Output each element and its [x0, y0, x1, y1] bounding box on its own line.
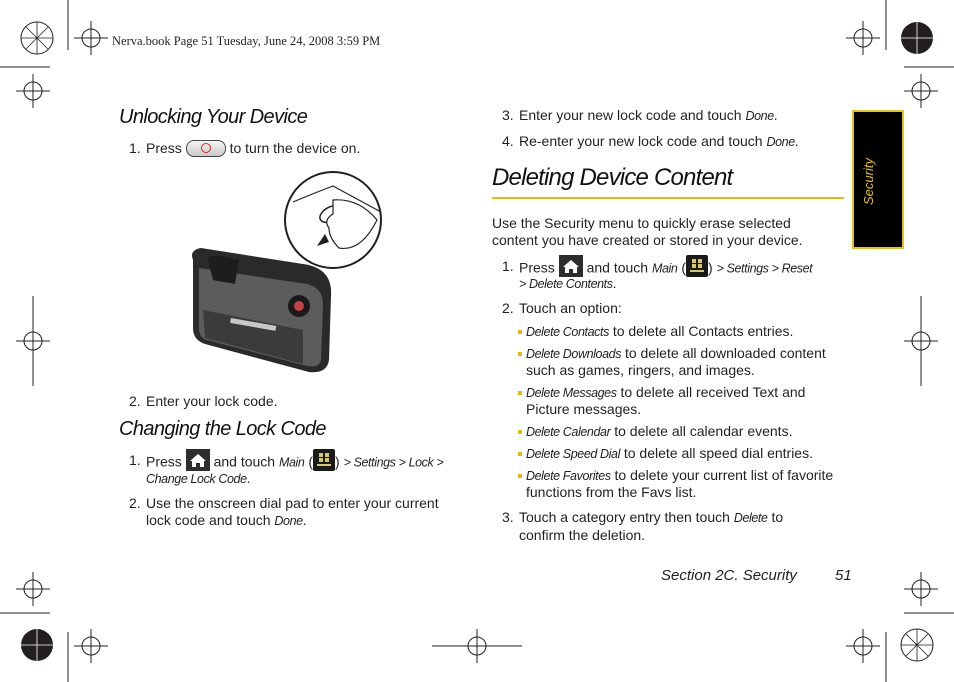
step-text: and touch [586, 259, 649, 276]
bullet [518, 330, 522, 334]
option-desc: to delete all calendar events. [614, 423, 793, 439]
period: . [246, 470, 251, 486]
option-desc: to delete all Contacts entries. [612, 323, 794, 339]
option-delete-calendar [518, 423, 848, 443]
delete-step-2 [502, 300, 842, 320]
option-desc: such as games, ringers, and images. [526, 362, 755, 378]
home-icon [559, 255, 583, 277]
menu-path: > Settings > Lock > [343, 455, 444, 470]
section-tab [852, 110, 904, 249]
footer-section: Section 2C. Security [661, 567, 797, 584]
main-menu-icon [686, 255, 708, 277]
step-text: to [771, 509, 784, 525]
option-delete-downloads [518, 345, 848, 381]
option-desc: to delete all speed dial entries. [623, 445, 813, 461]
main-menu-icon [313, 449, 335, 471]
done-label: Done [766, 135, 795, 149]
menu-path: > Delete Contents [519, 277, 613, 291]
period: . [612, 275, 617, 291]
step-text: Touch a category entry then touch [519, 509, 730, 525]
step-text: and touch [213, 453, 276, 470]
menu-path: > Settings > Reset [716, 261, 813, 276]
power-key-icon [186, 140, 226, 157]
unlock-step-2 [129, 393, 459, 413]
step-number: 4. [502, 133, 514, 149]
main-label: Main [651, 261, 678, 276]
option-desc: to delete all downloaded content [624, 345, 826, 361]
intro-line-1: Use the Security menu to quickly erase selected [492, 215, 791, 231]
step-number: 2. [129, 393, 141, 409]
new-code-step-4 [502, 133, 842, 153]
unlock-step-1 [129, 140, 459, 160]
bullet [518, 430, 522, 434]
device-power-illustration [183, 168, 391, 378]
step-text: Use the onscreen dial pad to enter your current [146, 495, 439, 511]
step-text: to turn the device on. [229, 140, 361, 156]
step-number: 2. [129, 495, 141, 511]
delete-content-heading: Deleting Device Content [492, 164, 733, 191]
bullet [518, 391, 522, 395]
step-text: Press [146, 140, 182, 156]
paren: ( [681, 259, 687, 276]
step-text: confirm the deletion. [519, 527, 646, 543]
done-label: Done [745, 109, 774, 123]
step-number: 1. [129, 140, 141, 156]
step-number: 2. [502, 300, 514, 316]
home-icon [186, 449, 210, 471]
period: . [794, 133, 799, 149]
paren: ( [308, 453, 314, 470]
step-text: Press [146, 453, 182, 470]
delete-step-3 [502, 509, 847, 547]
period: . [773, 107, 778, 123]
option-label: Delete Calendar [526, 425, 611, 439]
section-tab-label: Security [861, 158, 876, 205]
bullet [518, 474, 522, 478]
option-label: Delete Messages [526, 386, 617, 400]
option-label: Delete Favorites [526, 469, 611, 483]
option-desc: to delete your current list of favorite [614, 467, 834, 483]
paren: ) [335, 453, 340, 470]
heading-rule [492, 197, 844, 199]
menu-path: Change Lock Code [146, 472, 247, 486]
delete-step-1 [502, 258, 847, 296]
option-desc: functions from the Favs list. [526, 484, 697, 500]
step-number: 1. [129, 452, 141, 468]
change-lock-heading: Changing the Lock Code [119, 418, 326, 440]
unlock-heading: Unlocking Your Device [119, 106, 308, 128]
step-text: Re-enter your new lock code and touch [519, 133, 763, 149]
step-text: Press [519, 259, 555, 276]
main-label: Main [278, 455, 305, 470]
step-text: lock code and touch [146, 512, 271, 528]
step-number: 3. [502, 107, 514, 123]
paren: ) [708, 259, 713, 276]
file-header: Nerva.book Page 51 Tuesday, June 24, 2008 3:59 PM [112, 34, 381, 48]
option-label: Delete Contacts [526, 325, 609, 339]
option-desc: Picture messages. [526, 401, 642, 417]
period: . [302, 512, 307, 528]
option-delete-speed-dial [518, 445, 848, 465]
done-label: Done [274, 514, 303, 528]
bullet [518, 352, 522, 356]
page-number: 51 [835, 567, 852, 584]
option-desc: to delete all received Text and [620, 384, 806, 400]
step-text: Enter your lock code. [146, 393, 278, 409]
new-code-step-3 [502, 107, 842, 127]
step-text: Enter your new lock code and touch [519, 107, 742, 123]
option-delete-messages [518, 384, 848, 420]
option-label: Delete Downloads [526, 347, 622, 361]
change-step-2 [129, 495, 474, 533]
option-delete-favorites [518, 467, 848, 503]
change-step-1 [129, 452, 474, 490]
bullet [518, 452, 522, 456]
delete-label: Delete [733, 511, 768, 525]
step-text: Touch an option: [519, 300, 622, 316]
option-label: Delete Speed Dial [526, 447, 620, 461]
option-delete-contacts [518, 323, 848, 343]
step-number: 1. [502, 258, 514, 274]
intro-line-2: content you have created or stored in your device. [492, 232, 803, 248]
step-number: 3. [502, 509, 514, 525]
